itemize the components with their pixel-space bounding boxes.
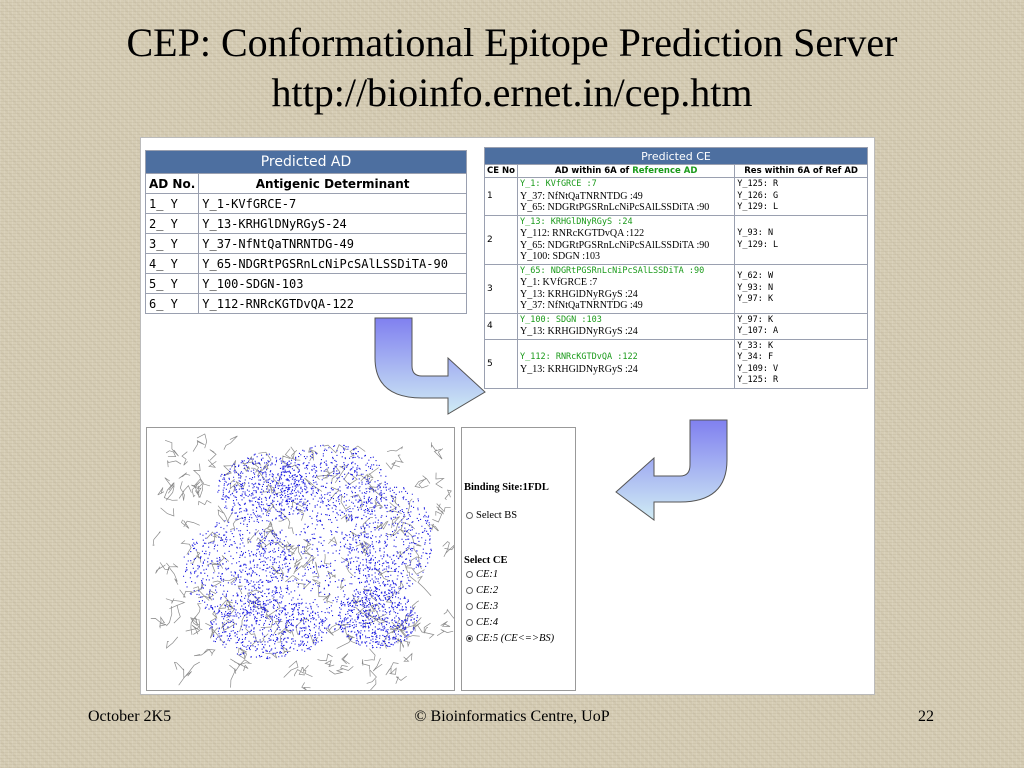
neighbor-ad-entry: Y_37: NfNtQaTNRNTDG :49 [520, 190, 643, 202]
neighbor-ad-entry: Y_37: NfNtQaTNRNTDG :49 [520, 300, 643, 311]
residue-entry: Y_34: F [737, 352, 774, 362]
residue-list-cell [735, 215, 868, 264]
neighbor-ad-entry: Y_65: NDGRtPGSRnLcNiPcSAlLSSDiTA :90 [520, 239, 710, 251]
predicted-ad-table [145, 150, 467, 314]
neighbor-ad-entry: Y_100: SDGN :103 [520, 251, 601, 262]
screenshot-panel [140, 137, 875, 695]
ce-number-cell: 5 [485, 339, 518, 388]
ce-number-cell: 2 [485, 215, 518, 264]
slide-number: 22 [918, 708, 934, 725]
ad-no-header: AD No. [146, 174, 199, 194]
antigenic-determinant-cell: Y_112-RNRcKGTDvQA-122 [199, 294, 467, 314]
ad-number-cell: 4_ Y [146, 254, 199, 274]
predicted-ce-caption: Predicted CE [485, 148, 868, 165]
ad-number-cell: 1_ Y [146, 194, 199, 214]
ad-list-cell [518, 264, 735, 313]
residue-entry: Y_126: G [737, 190, 779, 201]
ce-number-cell: 3 [485, 264, 518, 313]
residue-entry: Y_125: R [737, 375, 779, 385]
reference-ad-entry: Y_13: KRHGlDNyRGyS :24 [520, 216, 633, 227]
residue-entry: Y_125: R [737, 179, 779, 189]
neighbor-ad-entry: Y_13: KRHGlDNyRGyS :24 [520, 363, 638, 375]
neighbor-ad-entry: Y_13: KRHGlDNyRGyS :24 [520, 288, 638, 300]
residue-entry: Y_33: K [737, 340, 774, 351]
ad-number-cell: 3_ Y [146, 234, 199, 254]
predicted-ce-rows [485, 178, 868, 389]
antigenic-determinant-cell: Y_13-KRHGlDNyRGyS-24 [199, 214, 467, 234]
neighbor-ad-entry: Y_13: KRHGlDNyRGyS :24 [520, 326, 638, 337]
table-row [146, 274, 467, 294]
residue-entry: Y_129: L [737, 202, 779, 212]
ce-number-cell: 4 [485, 313, 518, 339]
slide-title-url: http://bioinfo.ernet.in/cep.htm [271, 70, 753, 115]
table-row [146, 194, 467, 214]
radio-circle[interactable] [466, 603, 473, 610]
neighbor-ad-entry: Y_65: NDGRtPGSRnLcNiPcSAlLSSDiTA :90 [520, 202, 710, 213]
residue-entry: Y_97: K [737, 294, 774, 305]
reference-ad-entry: Y_100: SDGN :103 [520, 314, 602, 325]
binding-site-title: Binding Site:1FDL [464, 482, 549, 493]
residue-entry: Y_109: V [737, 363, 779, 374]
radio-circle[interactable] [466, 619, 473, 626]
neighbor-ad-entry: Y_112: RNRcKGTDvQA :122 [520, 228, 645, 239]
ad-number-cell: 5_ Y [146, 274, 199, 294]
reference-ad-entry: Y_1: KVfGRCE :7 [520, 179, 597, 189]
ce-option-label: CE:3 [476, 601, 499, 612]
antigenic-determinant-header: Antigenic Determinant [199, 174, 467, 194]
reference-ad-label: Reference AD [632, 166, 698, 176]
reference-ad-entry: Y_112: RNRcKGTDvQA :122 [520, 352, 638, 362]
radio-circle[interactable] [466, 635, 473, 642]
table-row [485, 215, 868, 264]
radio-circle[interactable] [466, 571, 473, 578]
neighbor-ad-entry: Y_1: KVfGRCE :7 [520, 277, 598, 288]
flow-arrow-right-icon [370, 318, 490, 418]
residue-entry: Y_97: K [737, 314, 774, 325]
ad-within-header-text: AD within 6A of [554, 166, 633, 176]
select-bs-radio[interactable] [466, 510, 517, 521]
ce-option-radio[interactable] [466, 617, 498, 628]
antigenic-determinant-cell: Y_65-NDGRtPGSRnLcNiPcSAlLSSDiTA-90 [199, 254, 467, 274]
jmol-controls [461, 427, 576, 691]
ce-option-label: CE:4 [476, 617, 499, 628]
ad-list-cell [518, 215, 735, 264]
predicted-ad-rows [146, 194, 467, 314]
residue-entry: Y_107: A [737, 326, 779, 336]
table-row [146, 294, 467, 314]
ce-option-radio[interactable] [466, 569, 498, 580]
ce-option-radio[interactable] [466, 601, 498, 612]
residue-entry: Y_62: W [737, 271, 774, 282]
ce-no-header: CE No [485, 165, 518, 178]
protein-surface-rendering [147, 428, 454, 690]
table-row [485, 313, 868, 339]
ce-option-label: CE:2 [476, 585, 499, 596]
ce-option-radio[interactable] [466, 633, 554, 644]
slide-title-line1: CEP: Conformational Epitope Prediction Server [126, 20, 898, 65]
table-row [485, 264, 868, 313]
res-within-header: Res within 6A of Ref AD [735, 165, 868, 178]
protein-structure-viewer[interactable] [146, 427, 455, 691]
select-bs-radio-circle[interactable] [466, 512, 473, 519]
footer-date: October 2K5 [88, 708, 172, 725]
residue-list-cell [735, 178, 868, 216]
ad-number-cell: 2_ Y [146, 214, 199, 234]
antigenic-determinant-cell: Y_1-KVfGRCE-7 [199, 194, 467, 214]
residue-list-cell [735, 313, 868, 339]
residue-list-cell [735, 339, 868, 388]
ad-number-cell: 6_ Y [146, 294, 199, 314]
ad-within-header [518, 165, 735, 178]
predicted-ce-table [484, 147, 868, 389]
ce-option-radio[interactable] [466, 585, 498, 596]
residue-entry: Y_93: N [737, 282, 774, 293]
residue-entry: Y_129: L [737, 239, 779, 250]
select-bs-label: Select BS [476, 510, 518, 521]
ad-list-cell [518, 178, 735, 216]
select-ce-title: Select CE [464, 555, 508, 566]
radio-circle[interactable] [466, 587, 473, 594]
residue-entry: Y_93: N [737, 228, 774, 238]
antigenic-determinant-cell: Y_100-SDGN-103 [199, 274, 467, 294]
reference-ad-entry: Y_65: NDGRtPGSRnLcNiPcSAlLSSDiTA :90 [520, 265, 705, 276]
ce-number-cell: 1 [485, 178, 518, 216]
table-row [485, 339, 868, 388]
table-row [146, 234, 467, 254]
table-row [146, 254, 467, 274]
slide-title [0, 18, 1024, 118]
antigenic-determinant-cell: Y_37-NfNtQaTNRNTDG-49 [199, 234, 467, 254]
ad-list-cell [518, 313, 735, 339]
ad-list-cell [518, 339, 735, 388]
residue-list-cell [735, 264, 868, 313]
ce-option-label: CE:1 [476, 569, 499, 580]
predicted-ad-caption: Predicted AD [146, 151, 467, 174]
table-row [146, 214, 467, 234]
footer-copyright: © Bioinformatics Centre, UoP [414, 708, 610, 725]
table-row [485, 178, 868, 216]
flow-arrow-left-icon [614, 420, 734, 525]
ce-option-label: CE:5 (CE<=>BS) [476, 633, 555, 644]
